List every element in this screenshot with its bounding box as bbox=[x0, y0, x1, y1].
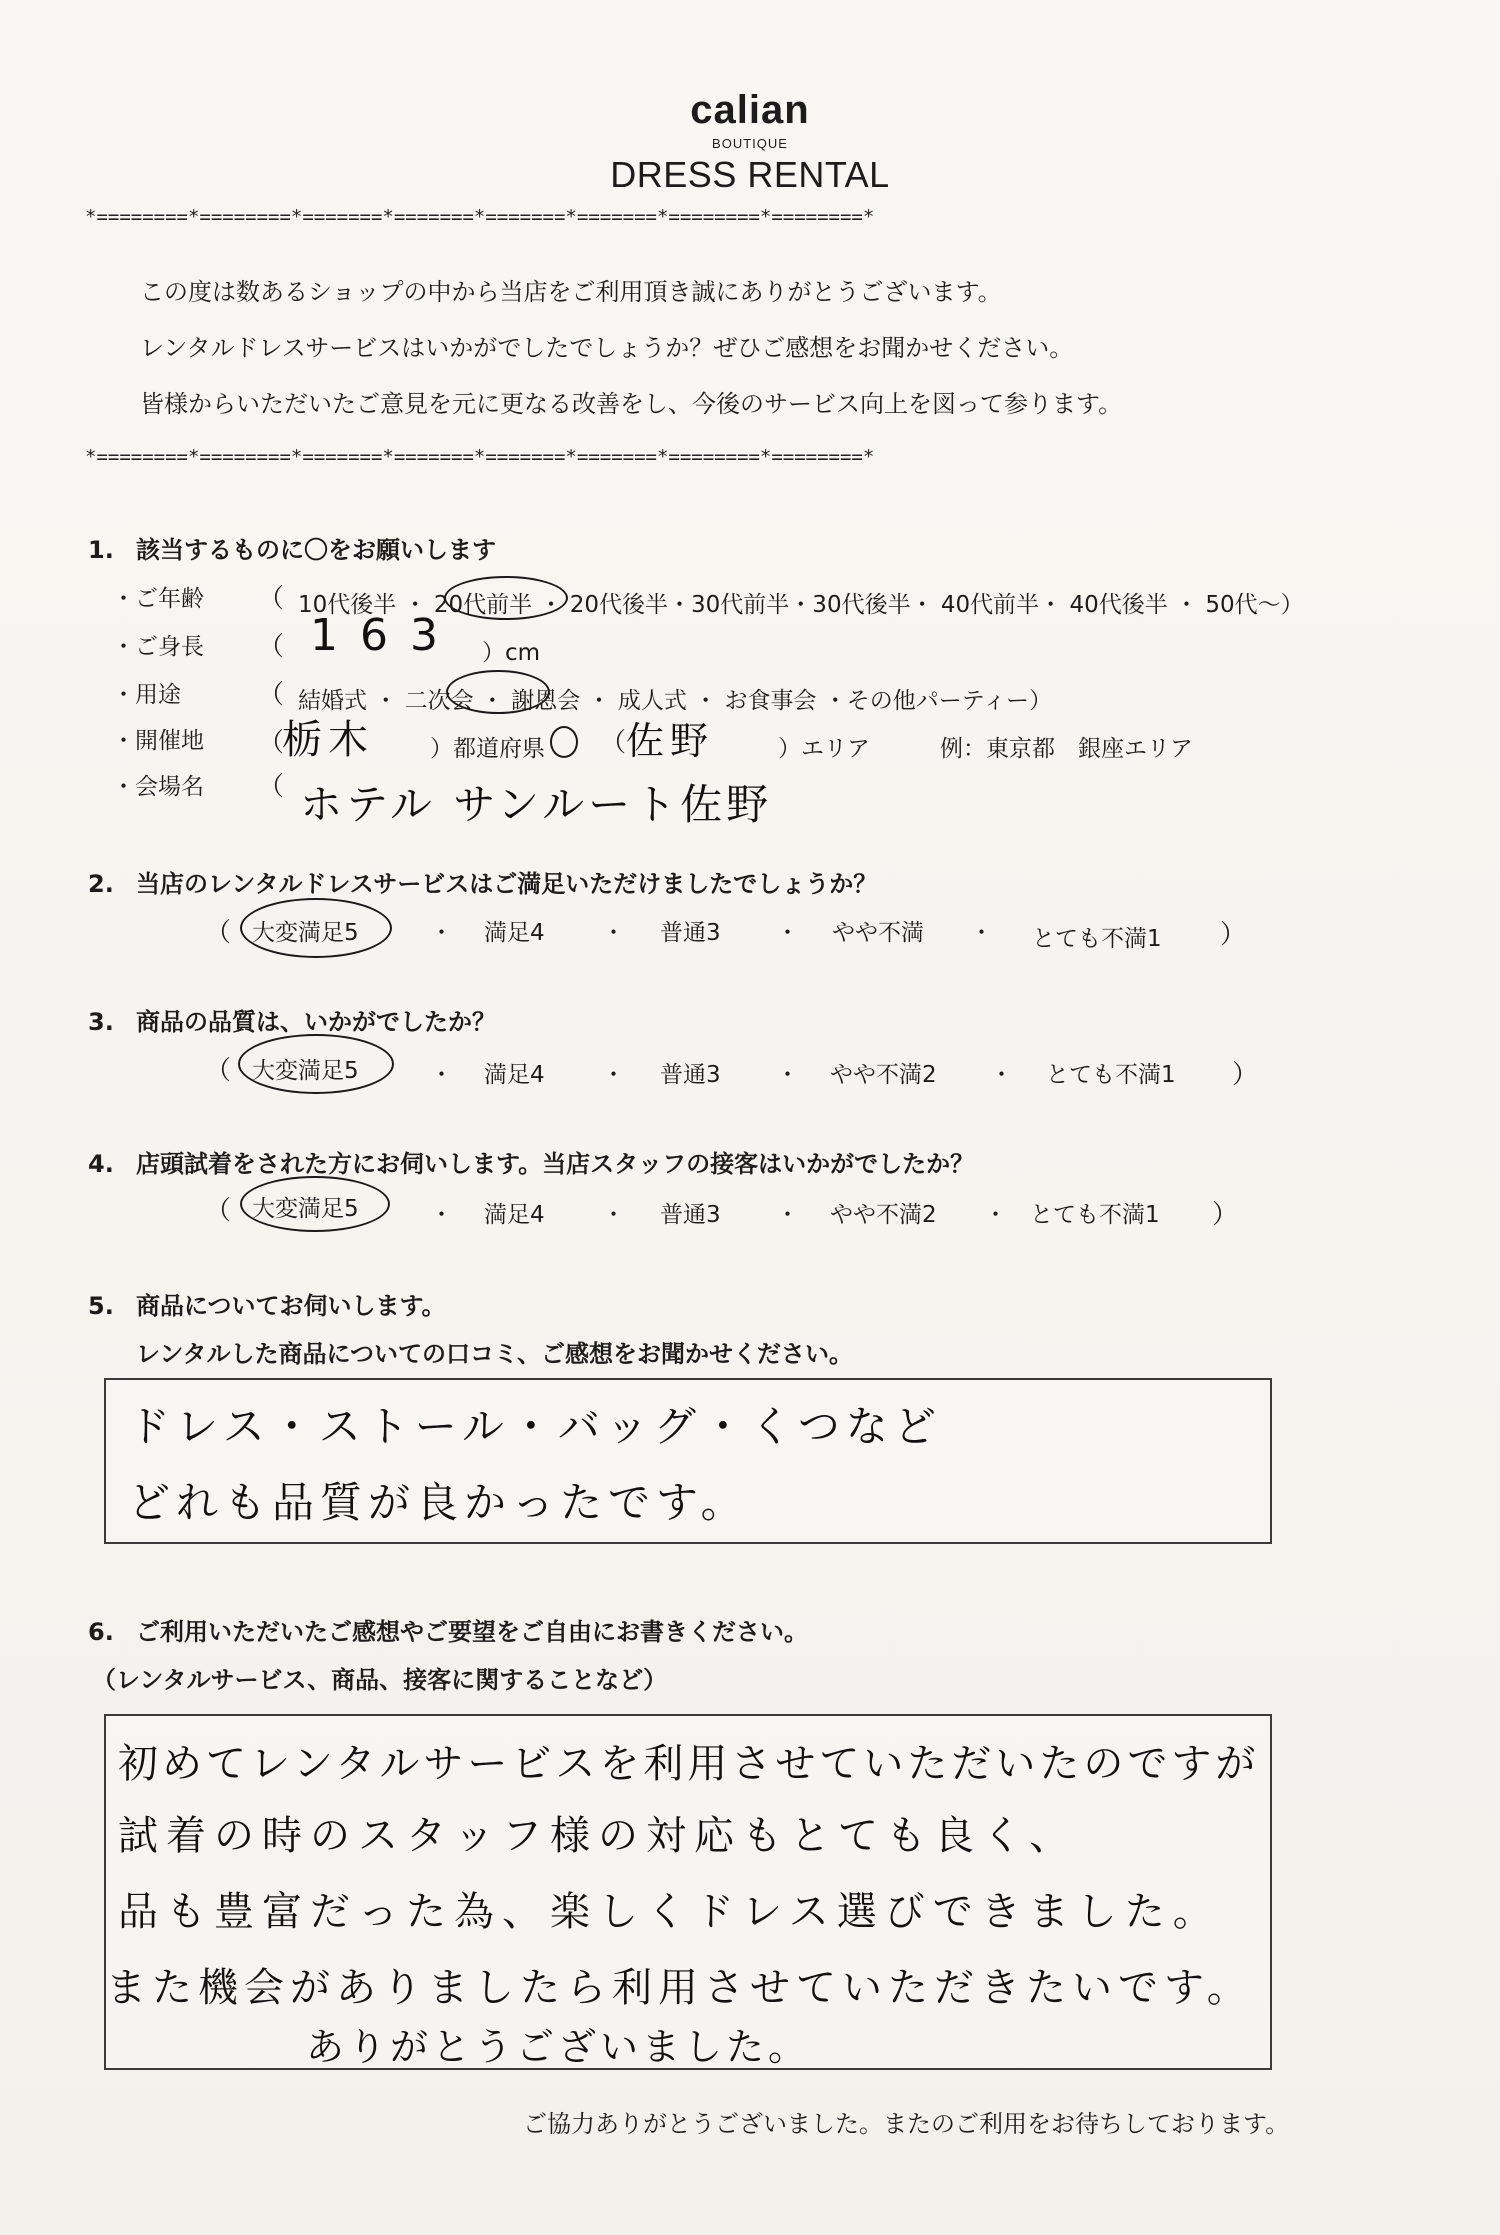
q5-subtext: レンタルした商品についての口コミ、ご感想をお聞かせください。 bbox=[136, 1340, 853, 1368]
q4-option-3: 普通3 bbox=[660, 1202, 721, 1228]
q2-number: 2. bbox=[88, 870, 114, 898]
height-label: ・ご身長 bbox=[112, 634, 204, 660]
q3-number: 3. bbox=[88, 1008, 114, 1036]
q1-heading bbox=[88, 530, 496, 565]
q4-number: 4. bbox=[88, 1150, 114, 1178]
place-pref-unit: ）都道府県 bbox=[430, 736, 545, 762]
brand-sub: BOUTIQUE bbox=[712, 136, 788, 151]
q5-number: 5. bbox=[88, 1292, 114, 1320]
place-open-paren: （ bbox=[258, 728, 285, 758]
q6-answer-line-2: 試着の時のスタッフ様の対応もとても良く、 bbox=[118, 1813, 1078, 1859]
intro-line-3: 皆様からいただいたご意見を元に更なる改善をし、今後のサービス向上を図って参ります。 bbox=[140, 390, 1123, 418]
q6-answer-line-4: また機会がありましたら利用させていただきたいです。 bbox=[106, 1965, 1253, 2011]
place-area-value: 佐野 bbox=[626, 719, 715, 763]
q1-text: 該当するものに〇をお願いします bbox=[136, 536, 496, 564]
venue-open-paren: （ bbox=[258, 772, 285, 802]
q4-text: 店頭試着をされた方にお伺いします。当店スタッフの接客はいかがでしたか？ bbox=[136, 1150, 975, 1178]
q4-heading bbox=[88, 1144, 974, 1179]
brand-logo: calian bbox=[690, 88, 810, 132]
q4-option-5: とても不満1 bbox=[1030, 1202, 1160, 1228]
q2-open-paren: （ bbox=[205, 918, 232, 948]
q3-selected-circle bbox=[238, 1034, 394, 1094]
q4-option-2: 満足4 bbox=[484, 1202, 545, 1228]
q2-text: 当店のレンタルドレスサービスはご満足いただけましたでしょうか？ bbox=[136, 870, 878, 898]
q3-open-paren: （ bbox=[205, 1056, 232, 1086]
q3-option-5: とても不満1 bbox=[1046, 1062, 1176, 1088]
height-value: 163 bbox=[310, 610, 460, 661]
q6-answer-line-3: 品も豊富だった為、楽しくドレス選びできました。 bbox=[118, 1889, 1221, 1935]
q2-heading bbox=[88, 864, 877, 899]
q2-option-1: 大変満足5 bbox=[252, 920, 359, 946]
height-unit: ）cm bbox=[482, 640, 541, 666]
q3-sep-4: ・ bbox=[990, 1062, 1013, 1088]
q2-option-3: 普通3 bbox=[660, 920, 721, 946]
venue-value: ホテル サンルート佐野 bbox=[300, 780, 773, 829]
q6-heading bbox=[88, 1612, 808, 1647]
q6-text: ご利用いただいたご感想やご要望をご自由にお書きください。 bbox=[136, 1618, 808, 1646]
q6-number: 6. bbox=[88, 1618, 114, 1646]
intro-line-2: レンタルドレスサービスはいかがでしたでしょうか？ぜひご感想をお聞かせください。 bbox=[140, 334, 1074, 362]
place-example: 例：東京都 銀座エリア bbox=[940, 736, 1193, 762]
q2-option-5: とても不満1 bbox=[1032, 926, 1162, 952]
footer-thanks: ご協力ありがとうございました。またのご利用をお待ちしております。 bbox=[523, 2110, 1290, 2138]
purpose-open-paren: （ bbox=[258, 680, 285, 710]
age-selected-circle bbox=[444, 576, 568, 620]
q3-sep-2: ・ bbox=[602, 1062, 625, 1088]
q6-subtext: （レンタルサービス、商品、接客に関することなど） bbox=[92, 1666, 668, 1694]
q3-option-1: 大変満足5 bbox=[252, 1058, 359, 1084]
q3-option-3: 普通3 bbox=[660, 1062, 721, 1088]
q2-sep-4: ・ bbox=[970, 920, 993, 946]
q2-option-4: やや不満 bbox=[832, 920, 924, 946]
q4-open-paren: （ bbox=[205, 1196, 232, 1226]
q6-answer-line-5: ありがとうございました。 bbox=[306, 2025, 811, 2069]
height-open-paren: （ bbox=[258, 632, 285, 662]
q4-option-4: やや不満2 bbox=[830, 1202, 937, 1228]
q5-heading bbox=[88, 1286, 446, 1321]
q3-option-4: やや不満2 bbox=[830, 1062, 937, 1088]
place-label: ・開催地 bbox=[112, 728, 204, 754]
divider-bottom: *========*========*=======*=======*=======*=======*========*========* bbox=[85, 446, 875, 468]
purpose-label: ・用途 bbox=[112, 682, 181, 708]
q5-answer-line-1: ドレス・ストール・バッグ・くつなど bbox=[128, 1402, 942, 1451]
intro-line-1: この度は数あるショップの中から当店をご利用頂き誠にありがとうございます。 bbox=[140, 278, 1002, 306]
q4-sep-3: ・ bbox=[776, 1202, 799, 1228]
q5-text: 商品についてお伺いします。 bbox=[136, 1292, 446, 1320]
divider-top: *========*========*=======*=======*=======*=======*========*========* bbox=[85, 206, 875, 228]
age-label: ・ご年齢 bbox=[112, 586, 204, 612]
q6-answer-box bbox=[104, 1714, 1272, 2070]
place-area-unit: ）エリア bbox=[778, 736, 870, 762]
q5-answer-line-2: どれも品質が良かったです。 bbox=[128, 1478, 749, 1527]
q3-sep-1: ・ bbox=[430, 1062, 453, 1088]
q2-sep-3: ・ bbox=[776, 920, 799, 946]
q4-option-1: 大変満足5 bbox=[252, 1196, 359, 1222]
q4-sep-4: ・ bbox=[984, 1202, 1007, 1228]
area-open-paren: （ bbox=[600, 728, 627, 758]
q4-close-paren: ） bbox=[1212, 1200, 1239, 1230]
q2-selected-circle bbox=[240, 898, 392, 958]
q5-answer-box bbox=[104, 1378, 1272, 1544]
q3-heading bbox=[88, 1002, 496, 1037]
q6-answer-line-1: 初めてレンタルサービスを利用させていただいたのですが bbox=[118, 1741, 1260, 1787]
q2-close-paren: ） bbox=[1220, 920, 1247, 950]
q1-number: 1. bbox=[88, 536, 114, 564]
q3-close-paren: ） bbox=[1232, 1060, 1259, 1090]
purpose-options: 結婚式 ・ 二次会 ・ 謝恩会 ・ 成人式 ・ お食事会 ・その他パーティー） bbox=[298, 688, 1052, 714]
q4-sep-1: ・ bbox=[430, 1202, 453, 1228]
q3-sep-3: ・ bbox=[776, 1062, 799, 1088]
pref-selected-circle bbox=[550, 726, 578, 758]
page-title: DRESS RENTAL bbox=[610, 154, 890, 195]
q3-text: 商品の品質は、いかがでしたか？ bbox=[136, 1008, 496, 1036]
place-pref-value: 栃木 bbox=[282, 717, 374, 763]
q3-option-2: 満足4 bbox=[484, 1062, 545, 1088]
age-options: 10代後半 ・ 20代前半 ・ 20代後半・30代前半・30代後半・ 40代前半・ 40代後半 ・ 50代～） bbox=[298, 592, 1304, 618]
q2-sep-2: ・ bbox=[602, 920, 625, 946]
q4-selected-circle bbox=[240, 1176, 390, 1232]
purpose-selected-circle bbox=[446, 670, 550, 714]
age-open-paren: （ bbox=[258, 584, 285, 614]
q2-sep-1: ・ bbox=[430, 920, 453, 946]
q4-sep-2: ・ bbox=[602, 1202, 625, 1228]
q2-option-2: 満足4 bbox=[484, 920, 545, 946]
venue-label: ・会場名 bbox=[112, 774, 204, 800]
